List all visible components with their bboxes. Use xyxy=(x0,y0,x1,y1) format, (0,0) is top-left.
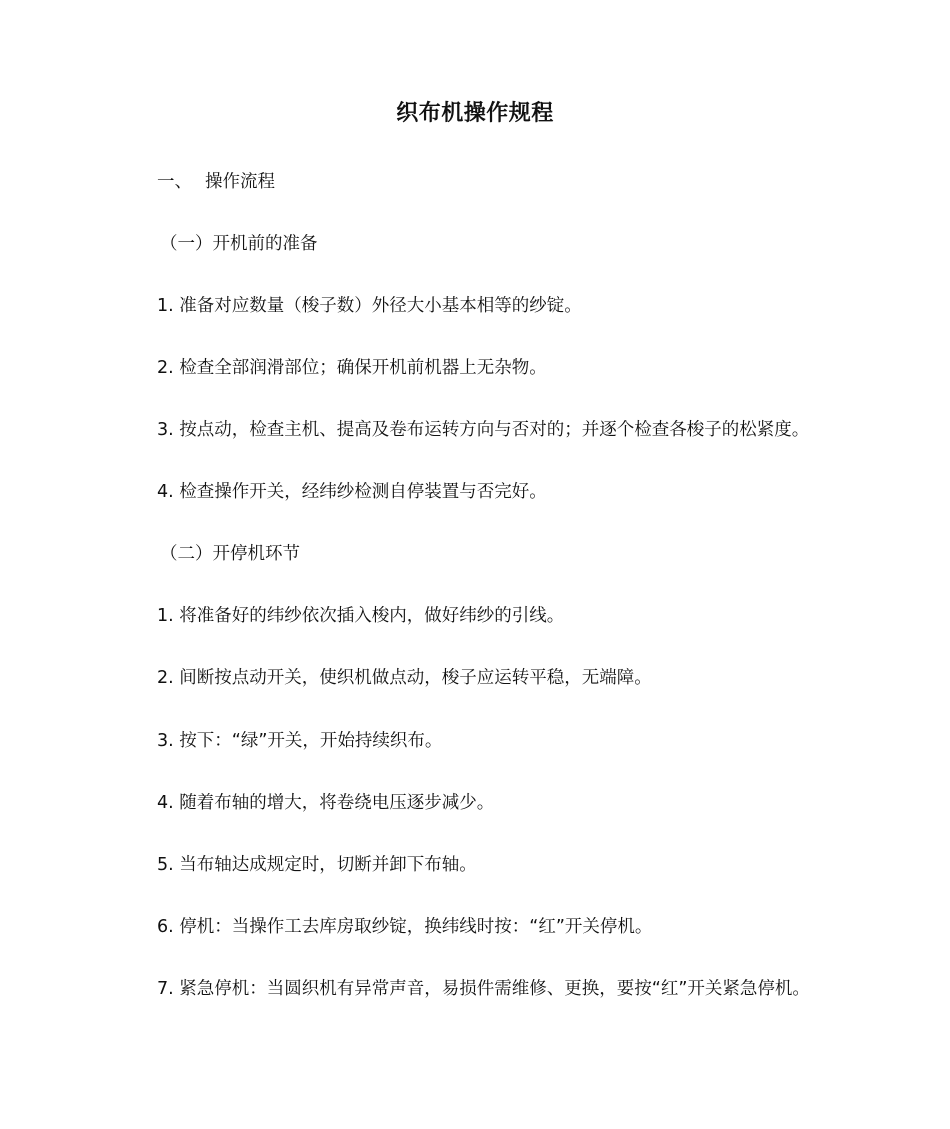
list-item: 4. 检查操作开关，经纬纱检测自停装置与否完好。 xyxy=(157,482,547,502)
list-item: 2. 检查全部润滑部位；确保开机前机器上无杂物。 xyxy=(157,358,547,378)
subsection-heading-preparation: （一）开机前的准备 xyxy=(160,234,318,254)
list-item: 3. 按点动，检查主机、提高及卷布运转方向与否对的；并逐个检查各梭子的松紧度。 xyxy=(157,420,810,440)
list-item: 1. 准备对应数量（梭子数）外径大小基本相等的纱锭。 xyxy=(157,296,582,316)
list-item: 7. 紧急停机：当圆织机有异常声音，易损件需维修、更换，要按“红”开关紧急停机。 xyxy=(157,979,810,999)
section-heading xyxy=(157,170,275,194)
section-number: 一、 xyxy=(157,172,192,192)
section-title: 操作流程 xyxy=(205,172,275,192)
list-item: 6. 停机：当操作工去库房取纱锭，换纬线时按：“红”开关停机。 xyxy=(157,917,653,937)
list-item: 2. 间断按点动开关，使织机做点动，梭子应运转平稳，无端障。 xyxy=(157,668,652,688)
list-item: 5. 当布轴达成规定时，切断并卸下布轴。 xyxy=(157,855,477,875)
list-item: 3. 按下：“绿”开关，开始持续织布。 xyxy=(157,731,443,751)
subsection-heading-start-stop: （二）开停机环节 xyxy=(160,544,300,564)
list-item: 4. 随着布轴的增大，将卷绕电压逐步减少。 xyxy=(157,793,495,813)
list-item: 1. 将准备好的纬纱依次插入梭内，做好纬纱的引线。 xyxy=(157,606,565,626)
document-title: 织布机操作规程 xyxy=(396,101,554,126)
